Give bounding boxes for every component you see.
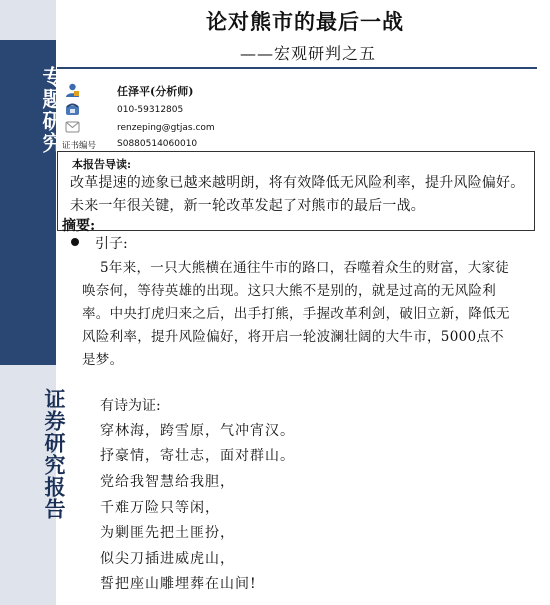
analyst-name: 任泽平(分析师) bbox=[117, 85, 194, 98]
analyst-email[interactable]: renzeping@gtjas.com bbox=[117, 123, 215, 133]
envelope-icon bbox=[65, 121, 80, 133]
cert-label: 证书编号 bbox=[62, 141, 97, 151]
abstract-label: 摘要: bbox=[62, 218, 96, 234]
poem-line: 抒豪情，寄壮志，面对群山。 bbox=[100, 448, 295, 464]
poem-line: 似尖刀插进威虎山， bbox=[100, 551, 235, 567]
sidebar bbox=[0, 0, 67, 605]
report-subtitle: ——宏观研判之五 bbox=[240, 44, 377, 63]
sidebar-top-label: 专题研究 bbox=[40, 66, 65, 154]
guide-label: 本报告导读: bbox=[72, 158, 132, 171]
poem-line: 党给我智慧给我胆， bbox=[100, 474, 235, 490]
person-icon bbox=[65, 83, 80, 97]
analyst-phone: 010-59312805 bbox=[117, 105, 184, 115]
poem-line: 为剿匪先把土匪扮， bbox=[100, 525, 235, 541]
cert-number: S0880514060010 bbox=[117, 139, 198, 149]
poem-line: 千难万险只等闲， bbox=[100, 500, 220, 516]
title-divider bbox=[57, 67, 537, 69]
poem-line: 誓把座山雕埋葬在山间! bbox=[100, 576, 257, 592]
phone-icon bbox=[65, 103, 80, 116]
poem-heading: 有诗为证: bbox=[100, 398, 161, 414]
poem-line: 穿林海，跨雪原，气冲宵汉。 bbox=[100, 423, 295, 439]
guide-text: 改革提速的迹象已越来越明朗，将有效降低无风险利率，提升风险偏好。未来一年很关键，新一轮改革发起了对熊市的最后一战。 bbox=[70, 175, 525, 214]
bullet-icon bbox=[71, 238, 79, 246]
intro-paragraph: 5年来，一只大熊横在通往牛市的路口，吞噬着众生的财富，大家徒唤奈何，等待英雄的出现。这只大熊不是别的，就是过高的无风险利率。中央打虎归来之后，出手打熊，手握改革利剑，破旧立新，降低无风险利率，提升风险偏好，将开启一轮波澜壮阔的大牛市，5000点不是梦。 bbox=[82, 260, 510, 368]
sidebar-bottom-label: 证券研究报告 bbox=[42, 388, 67, 520]
report-title: 论对熊市的最后一战 bbox=[206, 9, 404, 34]
intro-label: 引子: bbox=[95, 236, 128, 252]
